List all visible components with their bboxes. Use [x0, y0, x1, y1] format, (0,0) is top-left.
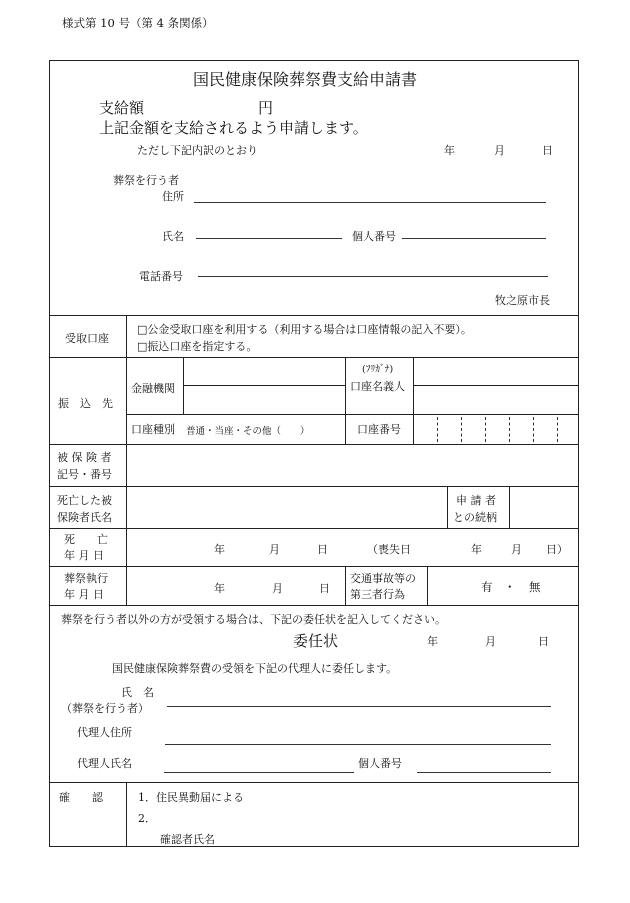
- account-number-label: 口座番号: [357, 423, 401, 436]
- receipt-option-public[interactable]: □公金受取口座を利用する（利用する場合は口座情報の記入不要）。: [137, 323, 472, 336]
- personal-number-field[interactable]: [402, 238, 546, 239]
- transfer-label: 振 込 先: [58, 397, 113, 410]
- agent-personal-number-label: 個人番号: [358, 757, 402, 770]
- relation-label-2: との続柄: [453, 511, 497, 524]
- address-label: 住所: [162, 190, 184, 203]
- delegation-day-label: 日: [538, 635, 549, 648]
- death-day-label: 日: [317, 543, 328, 556]
- form-title: 国民健康保険葬祭費支給申請書: [193, 70, 418, 89]
- divider-line: [49, 605, 579, 606]
- divider-line: [413, 357, 414, 444]
- delegation-month-label: 月: [485, 635, 496, 648]
- breakdown-note: ただし下記内訳のとおり: [137, 144, 258, 157]
- accident-label-2: 第三者行為: [350, 588, 405, 601]
- relation-field[interactable]: [513, 492, 575, 522]
- death-month-label: 月: [269, 543, 280, 556]
- deceased-label-1: 死亡した被: [57, 494, 112, 507]
- form-number: 様式第 10 号（第 4 条関係）: [62, 16, 214, 30]
- insured-number-field[interactable]: [132, 450, 572, 480]
- date-day-label: 日: [542, 144, 553, 157]
- digit-divider: [533, 417, 534, 442]
- divider-line: [183, 385, 345, 386]
- delegation-title: 委任状: [293, 632, 339, 650]
- deceased-name-field[interactable]: [132, 492, 442, 522]
- insured-label-2: 記号・番号: [57, 468, 112, 481]
- delegation-year-label: 年: [427, 635, 438, 648]
- date-year-label: 年: [444, 144, 455, 157]
- confirm-label: 確 認: [59, 791, 103, 804]
- insured-label-1: 被 保 険 者: [57, 451, 112, 464]
- divider-line: [126, 782, 127, 847]
- digit-divider: [437, 417, 438, 442]
- agent-name-field[interactable]: [164, 772, 354, 773]
- receipt-label: 受取口座: [65, 332, 109, 345]
- personal-number-label: 個人番号: [352, 230, 396, 243]
- confirmer-name-label: 確認者氏名: [160, 833, 215, 846]
- digit-divider: [557, 417, 558, 442]
- divider-line: [345, 357, 346, 444]
- divider-line: [509, 486, 510, 528]
- divider-line: [126, 315, 127, 605]
- digit-divider: [485, 417, 486, 442]
- agent-name-label: 代理人氏名: [77, 757, 132, 770]
- deceased-label-2: 保険者氏名: [57, 511, 112, 524]
- accident-yes[interactable]: 有: [481, 580, 493, 594]
- loss-date-open: （喪失日: [367, 543, 411, 556]
- phone-field[interactable]: [198, 276, 548, 277]
- delegation-statement: 国民健康保険葬祭費の受領を下記の代理人に委任します。: [112, 662, 398, 675]
- divider-line: [427, 566, 428, 605]
- confirm-item-1: 1．住民異動届による: [138, 791, 244, 804]
- account-type-label: 口座種別: [131, 423, 175, 436]
- account-type-options[interactable]: 普通・当座・その他（ ）: [186, 426, 310, 437]
- digit-divider: [461, 417, 462, 442]
- account-holder-label: 口座名義人: [350, 380, 405, 393]
- relation-label-1: 申 請 者: [456, 494, 496, 507]
- accident-label-1: 交通事故等の: [350, 572, 416, 585]
- digit-divider: [509, 417, 510, 442]
- funeral-year-label: 年: [214, 582, 225, 595]
- phone-label: 電話番号: [139, 270, 183, 283]
- loss-day-label: 日）: [546, 543, 568, 556]
- delegator-name-sub: （葬祭を行う者）: [61, 702, 149, 715]
- name-label: 氏名: [162, 230, 184, 243]
- address-field[interactable]: [194, 202, 546, 203]
- divider-line: [49, 486, 579, 487]
- loss-year-label: 年: [471, 543, 482, 556]
- confirm-item-2: 2．: [138, 812, 156, 825]
- funeral-month-label: 月: [272, 582, 283, 595]
- name-field[interactable]: [196, 238, 342, 239]
- divider-line: [126, 414, 579, 415]
- funeral-date-label-2: 年 月 日: [64, 588, 104, 601]
- funeral-host-label: 葬祭を行う者: [113, 174, 179, 187]
- agent-address-field[interactable]: [165, 744, 551, 745]
- divider-line: [49, 444, 579, 445]
- delegator-name-field[interactable]: [167, 706, 551, 707]
- receipt-option-transfer[interactable]: □振込口座を指定する。: [137, 340, 258, 353]
- divider-line: [49, 357, 579, 358]
- delegation-notice: 葬祭を行う者以外の方が受領する場合は、下記の委任状を記入してください。: [61, 613, 446, 626]
- amount-unit: 円: [258, 99, 274, 117]
- death-date-label-2: 年 月 日: [64, 549, 104, 562]
- agent-address-label: 代理人住所: [77, 726, 132, 739]
- loss-month-label: 月: [511, 543, 522, 556]
- agent-personal-number-field[interactable]: [417, 772, 551, 773]
- request-text: 上記金額を支給されるよう申請します。: [99, 119, 368, 137]
- divider-line: [49, 782, 579, 783]
- bank-label: 金融機関: [131, 382, 175, 395]
- funeral-date-label-1: 葬祭執行: [64, 572, 108, 585]
- accident-dot: ・: [504, 580, 516, 594]
- furigana-label: (ﾌﾘｶﾞﾅ): [362, 364, 394, 375]
- funeral-day-label: 日: [319, 582, 330, 595]
- death-date-label-1: 死 亡: [64, 533, 108, 546]
- account-holder-field[interactable]: [418, 389, 574, 411]
- delegator-name-label: 氏 名: [121, 686, 154, 699]
- bank-field[interactable]: [188, 360, 340, 382]
- date-month-label: 月: [494, 144, 505, 157]
- divider-line: [49, 528, 579, 529]
- divider-line: [447, 486, 448, 528]
- divider-line: [413, 385, 579, 386]
- divider-line: [49, 566, 579, 567]
- amount-label: 支給額: [99, 99, 145, 117]
- divider-line: [345, 566, 346, 605]
- addressee: 牧之原市長: [495, 294, 550, 307]
- accident-no[interactable]: 無: [529, 580, 541, 594]
- death-year-label: 年: [214, 543, 225, 556]
- amount-field[interactable]: [186, 98, 256, 116]
- divider-line: [49, 315, 579, 316]
